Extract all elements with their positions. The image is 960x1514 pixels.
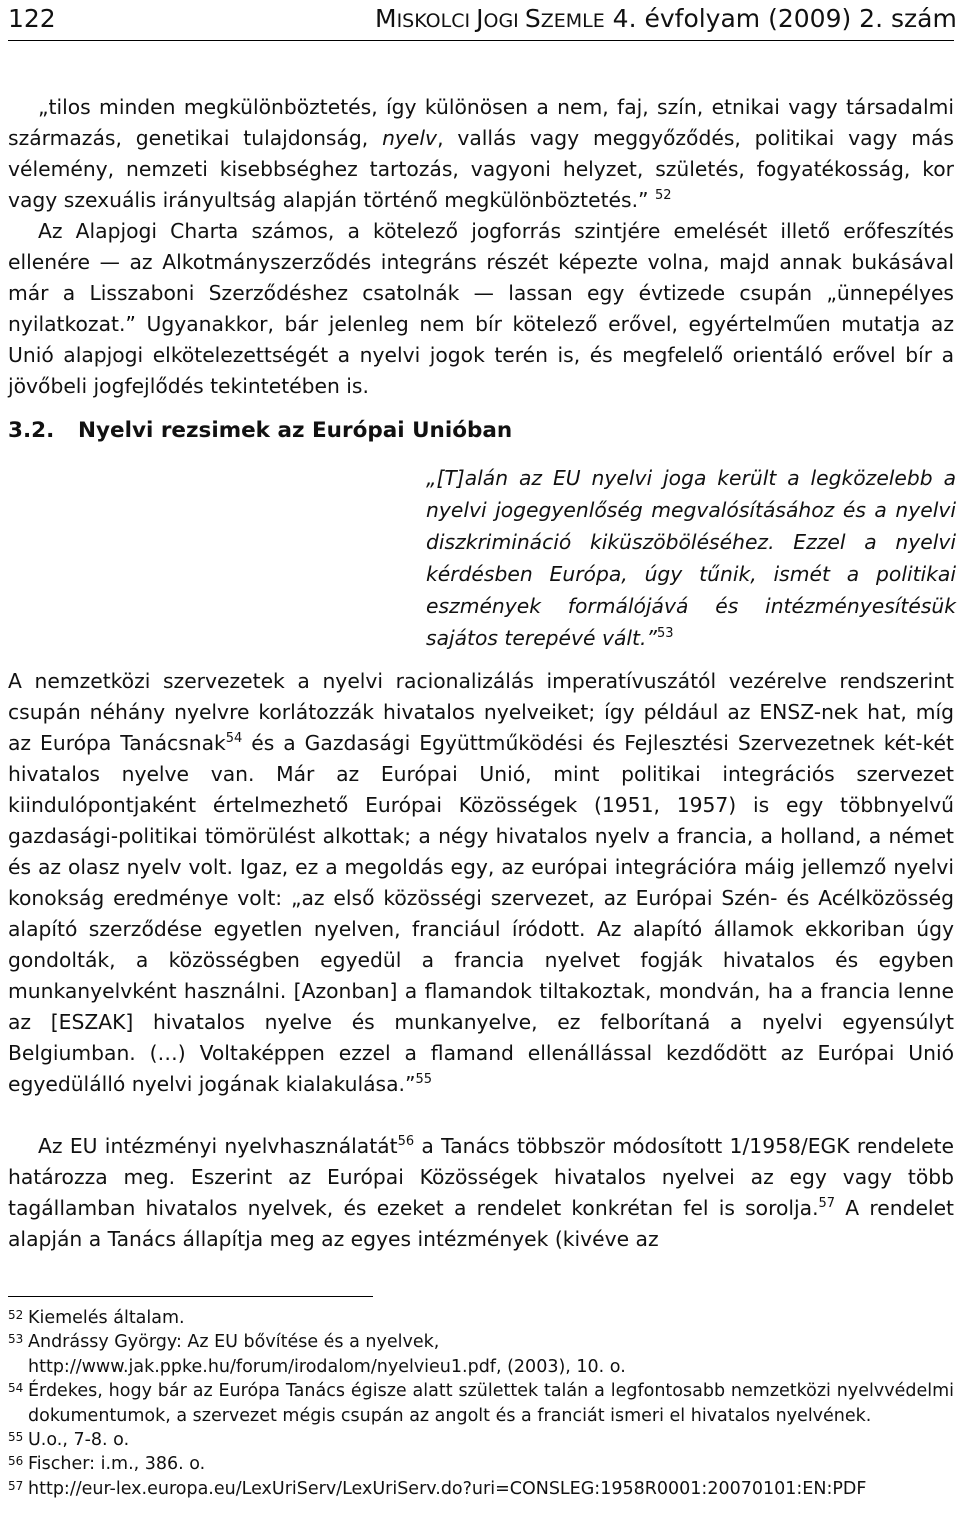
footnotes <box>8 1306 954 1501</box>
journal-initial-m: M <box>375 4 397 33</box>
journal-rest-m: ISKOLCI <box>396 10 477 32</box>
footnote-separator <box>8 1296 373 1297</box>
footnote-ref-55: 55 <box>415 1072 433 1087</box>
para1-italic-word: nyelv <box>382 126 438 150</box>
institutional-language-paragraph <box>8 1131 954 1255</box>
para4-text-a: Az EU intézményi nyelvhasználatát <box>38 1134 398 1158</box>
footnote-ref-54: 54 <box>225 731 243 746</box>
section-number: 3.2. <box>8 418 55 443</box>
footnote-link[interactable]: http://eur-lex.europa.eu/LexUriServ/LexUriServ.do?uri=CONSLEG:1958R0001:20070101:EN:PDF <box>28 1478 867 1499</box>
footnote-text: Andrássy György: Az EU bővítése és a nyelvek, <box>28 1332 440 1353</box>
journal-issue: 4. évfolyam (2009) 2. szám <box>604 4 957 33</box>
footnote-number: 57 <box>8 1478 24 1493</box>
footnote-number: 53 <box>8 1332 24 1347</box>
para3-text-b: és a Gazdasági Együttműködési és Fejlesztési Szervezetnek két-két hivatalos nyelve van. Már az Európai Unió, mint politikai integrációs szervezet kiindulópontjaként értelmezhető Európai Közösségek (1951, 1957) is egy többnyelvű gazdasági-politikai tömörülést alkottak; a négy hivatalos nyelv a francia, a holland, a német és az olasz nyelv volt. Igaz, ez a megoldás egy, az európai integrációra máig jellemző nyelvi konokság eredménye volt: „az első közösségi szervezet, az Európai Szén- és Acélközösség alapító szerződése egyetlen nyelven, franciául íródott. Az alapító államok ekkoriban úgy gondolták, a közösségben egyedül a francia nyelvet fogják hivatalos és egyben munkanyelvként használni. [Azonban] a flamandok tiltakoztak, mondván, ha a francia lenne az [ESZAK] hivatalos nyelve és munkanyelve, ez felborítaná a nyelvi egyensúlyt Belgiumban. (…) Voltaképpen ezzel a flamand ellenállással kezdődött az Európai Unió egyedülálló nyelvi jogának kialakulása.” <box>8 731 954 1096</box>
header-rule <box>8 40 954 41</box>
para1-text: „tilos minden megkülönböztetés, így különösen a nem, faj, szín, etnikai vagy társadalmi származás, genetikai tulajdonság, <box>8 95 954 150</box>
para4-text-c: A rendelet alapján a Tanács állapítja meg az egyes intézmények (kivéve az <box>8 1196 954 1251</box>
footnote-ref-56: 56 <box>397 1134 415 1149</box>
para3-text-a: A nemzetközi szervezetek a nyelvi racionalizálás imperatívuszától vezérelve rendszerint csupán néhány nyelvre korlátozzák hivatalos nyelveiket; így például az ENSZ-nek hat, míg az Európa Tanácsnak <box>8 669 954 755</box>
footnote-link[interactable]: http://www.jak.ppke.hu/forum/irodalom/nyelvieu1.pdf, (2003), 10. o. <box>28 1356 626 1377</box>
journal-rest-s: ZEMLE <box>540 10 605 32</box>
journal-initial-s: S <box>524 4 541 33</box>
footnote-ref-53: 53 <box>656 626 674 641</box>
para4-text-b: a Tanács többször módosított 1/1958/EGK rendelete határozza meg. Eszerint az Európai Közösségek hivatalos nyelvei az egy vagy több tagállamban hivatalos nyelvek, és ezeket a rendelet konkrétan fel is sorolja. <box>8 1134 954 1220</box>
quoted-charta-paragraph <box>8 92 954 216</box>
para1-text-2: , vallás vagy meggyőződés, politikai vagy más vélemény, nemzeti kisebbséghez tartozás, vagyoni helyzet, születés, fogyatékosság, kor vagy szexuális irányultság alapján történő megkülönböztetés.” <box>8 126 954 212</box>
section-heading <box>8 418 512 443</box>
footnote-text: Érdekes, hogy bár az Európa Tanács égisze alatt születtek talán a legfontosabb nemzetközi nyelvvédelmi dokumentumok, a szervezet mégis csupán az angolt és a franciát ismeri el hivatalos nyelvének. <box>28 1381 954 1426</box>
footnote-55 <box>8 1428 954 1452</box>
journal-rest-j: OGI <box>483 10 525 32</box>
footnote-ref-57: 57 <box>818 1196 836 1211</box>
para2-text: Az Alapjogi Charta számos, a kötelező jogforrás szintjére emelését illető erőfeszítés ellenére — az Alkotmányszerződés integráns részét képezte volna, majd annak bukásával már a Lisszaboni Szerződéshez csatolnák — lassan egy évtizede csupán „ünnepélyes nyilatkozat.” Ugyanakkor, bár jelenleg nem bír kötelező erővel, egyértelműen mutatja az Unió alapjogi elkötelezettségét a nyelvi jogok terén is, és megfelelő orientáló erővel bír a jövőbeli jogfejlődés tekintetében is. <box>8 219 954 398</box>
footnote-text: Kiemelés általam. <box>28 1308 185 1328</box>
footnote-text: Fischer: i.m., 386. o. <box>28 1454 206 1475</box>
language-regime-paragraph <box>8 666 954 1100</box>
page-number: 122 <box>8 4 56 33</box>
page-header <box>8 2 957 42</box>
footnote-number: 52 <box>8 1308 24 1322</box>
footnote-52 <box>8 1306 954 1330</box>
footnote-56 <box>8 1452 954 1476</box>
block-quote <box>426 462 956 654</box>
footnote-number: 55 <box>8 1430 24 1445</box>
section-title: Nyelvi rezsimek az Európai Unióban <box>78 418 513 443</box>
footnote-54 <box>8 1379 954 1428</box>
footnote-53 <box>8 1330 954 1379</box>
footnote-57 <box>8 1477 954 1501</box>
footnote-number: 54 <box>8 1381 24 1396</box>
journal-initial-j: J <box>476 4 484 33</box>
footnote-number: 56 <box>8 1454 24 1469</box>
charta-paragraph <box>8 216 954 402</box>
quote-text: „[T]alán az EU nyelvi joga került a legközelebb a nyelvi jogegyenlőség megvalósításához és a nyelvi diszkrimináció kiküszöböléséhez. Ezzel a nyelvi kérdésben Európa, úgy tűnik, ismét a politikai eszmények formálójává és intézményesítésük sajátos terepévé vált.” <box>426 466 956 650</box>
running-head <box>375 2 957 38</box>
footnote-text: U.o., 7-8. o. <box>28 1430 130 1451</box>
footnote-ref-52: 52 <box>654 188 672 203</box>
